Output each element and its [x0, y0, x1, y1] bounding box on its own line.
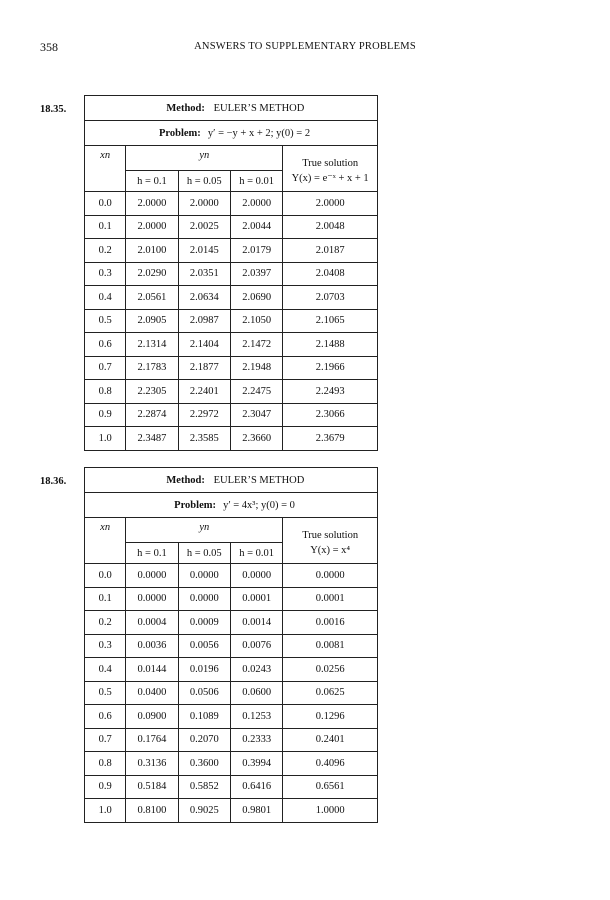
problem-statement: y′ = 4x³; y(0) = 0 [223, 499, 295, 511]
table-row [85, 752, 378, 776]
method-value: EULER’S METHOD [213, 102, 305, 114]
euler-value-cell: 2.0145 [178, 239, 230, 263]
method-cell [85, 96, 378, 121]
euler-value-cell: 0.0506 [178, 681, 230, 705]
true-value-cell: 2.3679 [283, 427, 378, 451]
x-value-cell: 0.0 [85, 192, 126, 216]
x-value-cell: 0.2 [85, 611, 126, 635]
true-value-cell: 2.2493 [283, 380, 378, 404]
table-row [85, 333, 378, 357]
problem-number: 18.35. [40, 104, 67, 115]
euler-value-cell: 2.0690 [230, 286, 282, 310]
x-value-cell: 1.0 [85, 427, 126, 451]
euler-value-cell: 0.6416 [230, 775, 282, 799]
euler-value-cell: 0.0900 [126, 705, 178, 729]
euler-value-cell: 2.0397 [230, 262, 282, 286]
table-row [85, 775, 378, 799]
column-header-true-solution [283, 146, 378, 192]
euler-value-cell: 2.2401 [178, 380, 230, 404]
x-value-cell: 0.4 [85, 658, 126, 682]
problem-statement: y′ = −y + x + 2; y(0) = 2 [207, 127, 311, 139]
true-solution-label: True solution [302, 529, 359, 541]
x-value-cell: 0.9 [85, 403, 126, 427]
euler-value-cell: 0.0014 [230, 611, 282, 635]
table-row [85, 728, 378, 752]
method-label: Method: [166, 474, 205, 486]
x-value-cell: 0.5 [85, 309, 126, 333]
euler-value-cell: 0.2070 [178, 728, 230, 752]
euler-value-cell: 2.0000 [126, 215, 178, 239]
euler-value-cell: 2.0000 [126, 192, 178, 216]
running-head: ANSWERS TO SUPPLEMENTARY PROBLEMS [194, 41, 416, 52]
euler-value-cell: 2.2874 [126, 403, 178, 427]
euler-value-cell: 2.0351 [178, 262, 230, 286]
euler-value-cell: 2.2972 [178, 403, 230, 427]
euler-value-cell: 2.0179 [230, 239, 282, 263]
table-row [85, 309, 378, 333]
column-header-h: h = 0.1 [126, 171, 178, 192]
euler-value-cell: 0.5184 [126, 775, 178, 799]
true-value-cell: 2.1488 [283, 333, 378, 357]
euler-value-cell: 0.8100 [126, 799, 178, 823]
page-number: 358 [40, 40, 58, 54]
euler-value-cell: 2.3487 [126, 427, 178, 451]
table-row [85, 356, 378, 380]
true-value-cell: 0.2401 [283, 728, 378, 752]
x-value-cell: 0.3 [85, 634, 126, 658]
x-value-cell: 1.0 [85, 799, 126, 823]
column-header-yn: yn [126, 146, 283, 171]
x-value-cell: 0.4 [85, 286, 126, 310]
true-value-cell: 0.0000 [283, 564, 378, 588]
euler-value-cell: 0.0000 [178, 587, 230, 611]
true-solution-formula: Y(x) = x⁴ [310, 544, 351, 556]
problem-cell [85, 493, 378, 518]
euler-value-cell: 2.0044 [230, 215, 282, 239]
euler-value-cell: 0.0004 [126, 611, 178, 635]
problem-label: Problem: [158, 127, 201, 139]
true-value-cell: 0.0081 [283, 634, 378, 658]
true-value-cell: 2.0187 [283, 239, 378, 263]
true-value-cell: 0.6561 [283, 775, 378, 799]
method-label: Method: [166, 102, 205, 114]
euler-value-cell: 2.1877 [178, 356, 230, 380]
euler-value-cell: 0.0076 [230, 634, 282, 658]
euler-value-cell: 0.3600 [178, 752, 230, 776]
x-value-cell: 0.3 [85, 262, 126, 286]
x-value-cell: 0.2 [85, 239, 126, 263]
euler-value-cell: 2.0000 [230, 192, 282, 216]
table-row [85, 380, 378, 404]
x-value-cell: 0.8 [85, 752, 126, 776]
euler-value-cell: 0.1089 [178, 705, 230, 729]
problem-label: Problem: [174, 499, 216, 511]
method-value: EULER’S METHOD [213, 474, 305, 486]
euler-value-cell: 2.3585 [178, 427, 230, 451]
euler-value-cell: 0.0000 [178, 564, 230, 588]
euler-value-cell: 0.0009 [178, 611, 230, 635]
true-value-cell: 0.0625 [283, 681, 378, 705]
table-row [85, 799, 378, 823]
euler-value-cell: 2.3047 [230, 403, 282, 427]
euler-value-cell: 0.0000 [126, 564, 178, 588]
euler-value-cell: 0.1253 [230, 705, 282, 729]
euler-value-cell: 0.0001 [230, 587, 282, 611]
euler-value-cell: 2.0100 [126, 239, 178, 263]
column-header-xn: xn [85, 518, 126, 564]
table-row [85, 427, 378, 451]
column-header-h: h = 0.01 [230, 171, 282, 192]
euler-value-cell: 0.0144 [126, 658, 178, 682]
table-row [85, 192, 378, 216]
euler-value-cell: 2.0634 [178, 286, 230, 310]
x-value-cell: 0.9 [85, 775, 126, 799]
true-value-cell: 2.0408 [283, 262, 378, 286]
column-header-yn: yn [126, 518, 283, 543]
true-value-cell: 0.0256 [283, 658, 378, 682]
euler-value-cell: 0.9025 [178, 799, 230, 823]
euler-value-cell: 0.2333 [230, 728, 282, 752]
method-cell [85, 468, 378, 493]
euler-value-cell: 0.5852 [178, 775, 230, 799]
column-header-h: h = 0.01 [230, 543, 282, 564]
x-value-cell: 0.6 [85, 705, 126, 729]
column-header-xn: xn [85, 146, 126, 192]
x-value-cell: 0.7 [85, 728, 126, 752]
x-value-cell: 0.6 [85, 333, 126, 357]
table-row [85, 286, 378, 310]
euler-value-cell: 2.1472 [230, 333, 282, 357]
true-solution-formula: Y(x) = e⁻ˣ + x + 1 [291, 172, 369, 184]
euler-value-cell: 2.1314 [126, 333, 178, 357]
table-row [85, 705, 378, 729]
x-value-cell: 0.8 [85, 380, 126, 404]
euler-value-cell: 2.0290 [126, 262, 178, 286]
table-row [85, 239, 378, 263]
problem-cell [85, 121, 378, 146]
euler-value-cell: 0.0400 [126, 681, 178, 705]
table-row [85, 681, 378, 705]
euler-table [84, 467, 378, 823]
true-value-cell: 2.0703 [283, 286, 378, 310]
true-value-cell: 0.1296 [283, 705, 378, 729]
euler-value-cell: 0.3136 [126, 752, 178, 776]
true-value-cell: 1.0000 [283, 799, 378, 823]
table-row [85, 564, 378, 588]
euler-value-cell: 2.1948 [230, 356, 282, 380]
euler-value-cell: 2.0000 [178, 192, 230, 216]
euler-value-cell: 0.0000 [126, 587, 178, 611]
column-header-h: h = 0.05 [178, 543, 230, 564]
euler-value-cell: 0.0000 [230, 564, 282, 588]
column-header-h: h = 0.05 [178, 171, 230, 192]
x-value-cell: 0.5 [85, 681, 126, 705]
euler-value-cell: 0.0056 [178, 634, 230, 658]
euler-value-cell: 2.3660 [230, 427, 282, 451]
table-row [85, 215, 378, 239]
euler-table [84, 95, 378, 451]
table-row [85, 403, 378, 427]
x-value-cell: 0.0 [85, 564, 126, 588]
true-value-cell: 0.0001 [283, 587, 378, 611]
euler-value-cell: 0.3994 [230, 752, 282, 776]
euler-value-cell: 2.0987 [178, 309, 230, 333]
table-row [85, 634, 378, 658]
x-value-cell: 0.7 [85, 356, 126, 380]
column-header-true-solution [283, 518, 378, 564]
euler-value-cell: 2.0561 [126, 286, 178, 310]
x-value-cell: 0.1 [85, 587, 126, 611]
euler-value-cell: 2.1783 [126, 356, 178, 380]
euler-value-cell: 2.2305 [126, 380, 178, 404]
euler-value-cell: 0.1764 [126, 728, 178, 752]
table-body [85, 564, 378, 823]
euler-value-cell: 0.0243 [230, 658, 282, 682]
table-row [85, 262, 378, 286]
true-value-cell: 0.4096 [283, 752, 378, 776]
true-value-cell: 2.0048 [283, 215, 378, 239]
true-solution-label: True solution [302, 157, 359, 169]
true-value-cell: 2.1065 [283, 309, 378, 333]
column-header-h: h = 0.1 [126, 543, 178, 564]
table-body [85, 192, 378, 451]
euler-value-cell: 0.0036 [126, 634, 178, 658]
euler-value-cell: 0.9801 [230, 799, 282, 823]
euler-value-cell: 2.1050 [230, 309, 282, 333]
problem-number: 18.36. [40, 476, 67, 487]
euler-value-cell: 2.2475 [230, 380, 282, 404]
table-row [85, 611, 378, 635]
x-value-cell: 0.1 [85, 215, 126, 239]
euler-value-cell: 0.0600 [230, 681, 282, 705]
table-row [85, 587, 378, 611]
true-value-cell: 0.0016 [283, 611, 378, 635]
euler-value-cell: 2.0025 [178, 215, 230, 239]
euler-value-cell: 0.0196 [178, 658, 230, 682]
euler-value-cell: 2.1404 [178, 333, 230, 357]
true-value-cell: 2.0000 [283, 192, 378, 216]
table-row [85, 658, 378, 682]
true-value-cell: 2.3066 [283, 403, 378, 427]
true-value-cell: 2.1966 [283, 356, 378, 380]
euler-value-cell: 2.0905 [126, 309, 178, 333]
